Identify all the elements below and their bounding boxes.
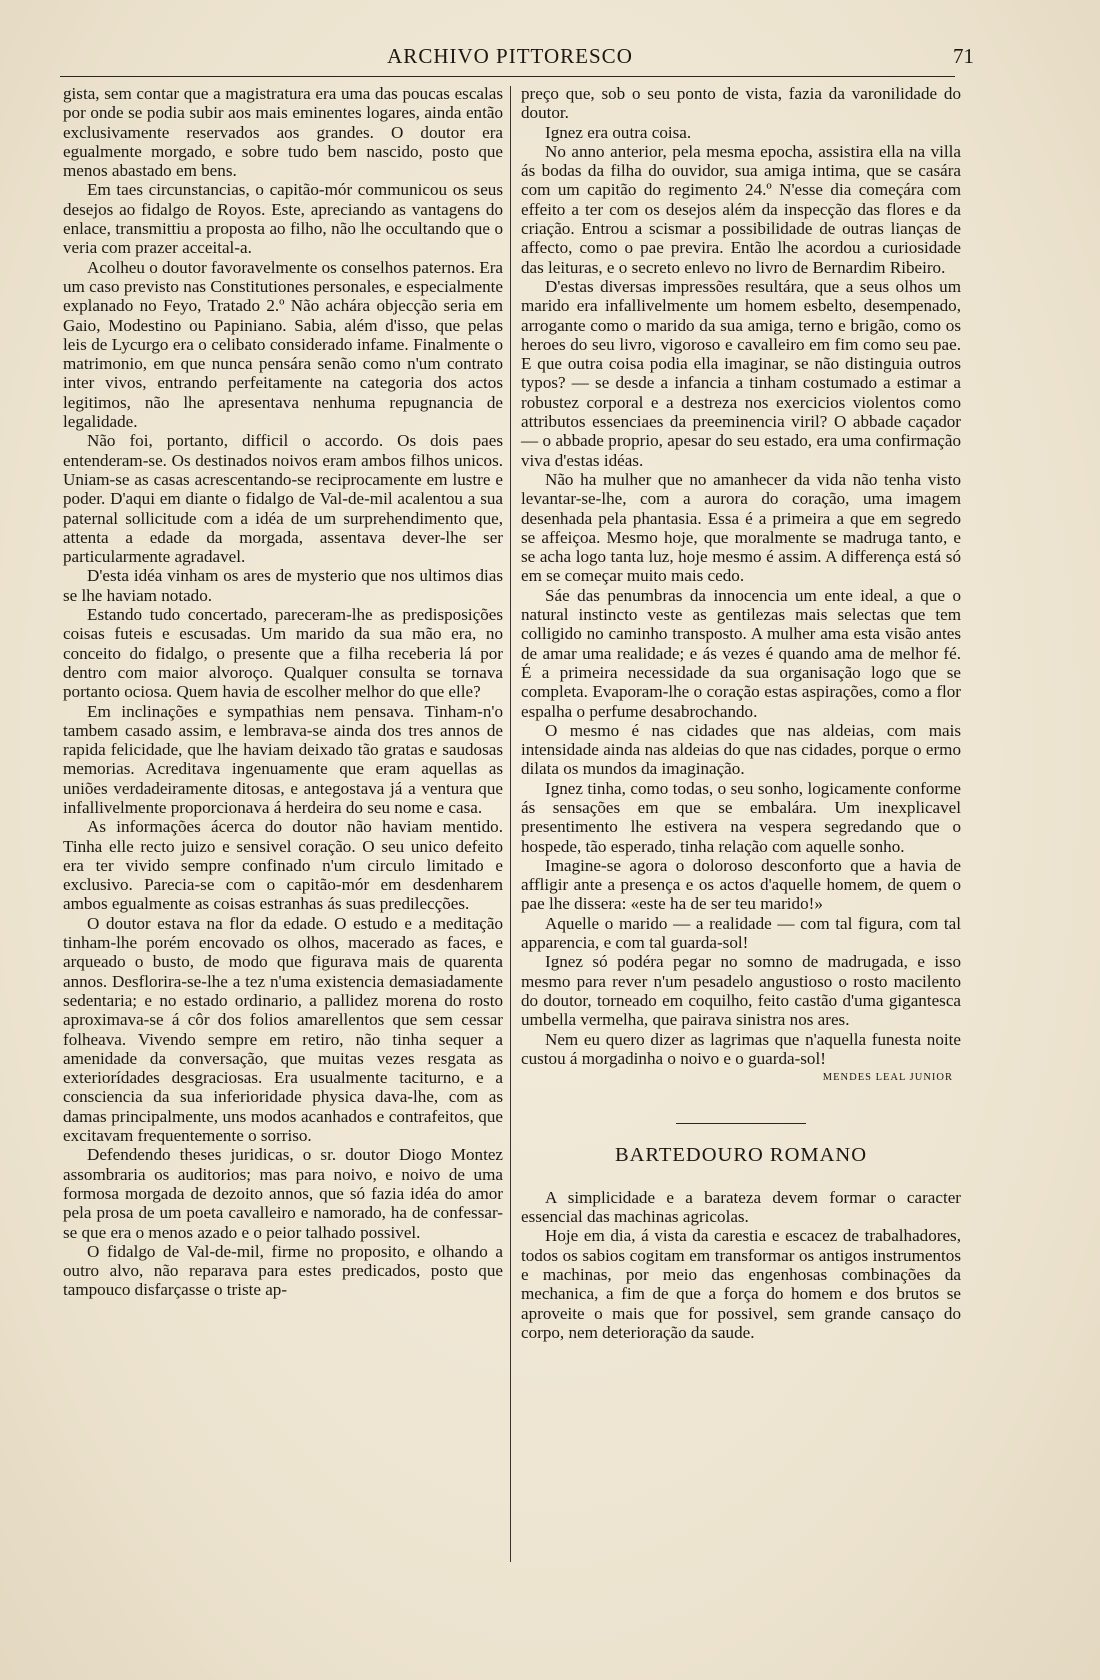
- paragraph: Acolheu o doutor favoravelmente os conselhos paternos. Era um caso previsto nas Constitutiones personales, e especialmente explanado no Feyo, Tratado 2.º Não achára objecção seria em Gaio, Modestino ou Papiniano. Sabia, além d'isso, que pelas leis de Lycurgo era o celibato considerado infame. Finalmente o matrimonio, em que nunca pensára senão como n'um contrato inter vivos, entrando perfeitamente na categoria dos actos legitimos, não lhe apresentava nenhuma repugnancia de legalidade.: [63, 257, 503, 432]
- paragraph: Nem eu quero dizer as lagrimas que n'aquella funesta noite custou á morgadinha o noivo e o guarda-sol!: [521, 1029, 961, 1068]
- section-body: [521, 1188, 961, 1342]
- column-divider: [510, 86, 511, 1562]
- running-title: ARCHIVO PITTORESCO: [387, 44, 633, 68]
- section-rule: [676, 1123, 806, 1124]
- paragraph: Em taes circunstancias, o capitão-mór communicou os seus desejos ao fidalgo de Royos. Este, apreciando as vantagens do enlace, transmittiu a proposta ao filho, não lhe occultando que o veria com prazer acceital-a.: [63, 180, 503, 258]
- paragraph: O fidalgo de Val-de-mil, firme no proposito, e olhando a outro alvo, não reparava para estes predicados, posto que tampouco disfarçasse o triste ap-: [63, 1241, 503, 1300]
- paragraph: Não ha mulher que no amanhecer da vida não tenha visto levantar-se-lhe, com a aurora do coração, uma imagem desenhada pela phantasia. Essa é a primeira a que em segredo se affeiçoa. Mesmo hoje, que moralmente se madruga tanto, e se acha logo tanta luz, hoje mesmo é assim. A differença está só em se começar muito mais cedo.: [521, 469, 961, 586]
- paragraph: Não foi, portanto, difficil o accordo. Os dois paes entenderam-se. Os destinados noivos eram ambos filhos unicos. Uniam-se as casas acrescentando-se reciprocamente em lustre e poder. D'aqui em diante o fidalgo de Val-de-mil acalentou a sua paternal sollicitude com a idéa de um surprehendimento que, attenta a edade da morgada, assentava dever-lhe ser particularmente agradavel.: [63, 431, 503, 567]
- paragraph: Estando tudo concertado, pareceram-lhe as predisposições coisas futeis e escusadas. Um marido da sua mão era, no conceito do fidalgo, o presente que a filha receberia lá por dentro com maior alvoroço. Qualquer consulta se tornava portanto ociosa. Quem havia de escolher melhor do que elle?: [63, 605, 503, 702]
- paragraph: preço que, sob o seu ponto de vista, fazia da varonilidade do doutor.: [521, 84, 961, 123]
- paragraph: O mesmo é nas cidades que nas aldeias, com mais intensidade ainda nas aldeias do que nas cidades, porque o ermo dilata os mundos da imaginação.: [521, 720, 961, 779]
- paragraph: As informações ácerca do doutor não haviam mentido. Tinha elle recto juizo e sensivel coração. O seu unico defeito era ter vivido sempre confinado n'um circulo limitado e exclusivo. Parecia-se com o capitão-mór em desdenharem ambos egualmente as coisas estranhas ás suas predilecções.: [63, 817, 503, 914]
- paragraph: Hoje em dia, á vista da carestia e escacez de trabalhadores, todos os sabios cogitam em transformar os antigos instrumentos e machinas, por meio das engenhosas combinações da mechanica, a fim de que a força do homem e dos brutos se aproveite o mais que for possivel, sem grande cansaço do corpo, nem deterioração da saude.: [521, 1226, 961, 1342]
- paragraph: Imagine-se agora o doloroso desconforto que a havia de affligir ante a presença e os actos d'aquelle homem, de quem o pae lhe dissera: «este ha de ser teu marido!»: [521, 855, 961, 914]
- header-rule: [60, 76, 955, 77]
- paragraph: A simplicidade e a barateza devem formar o caracter essencial das machinas agricolas.: [521, 1187, 961, 1227]
- page-header: [60, 38, 974, 72]
- section-title: BARTEDOURO ROMANO: [614, 1144, 868, 1167]
- article-continuation: [521, 84, 961, 1068]
- paragraph: Em inclinações e sympathias nem pensava. Tinham-n'o tambem casado assim, e lembrava-se ainda dos tres annos de rapida felicidade, que lhe haviam deixado tão gratas e saudosas memorias. Acreditava ingenuamente que eram aquellas as uniões verdadeiramente ditosas, e antegostava já a ventura que infallivelmente proporcionava á herdeira do seu nome e casa.: [63, 701, 503, 817]
- left-column: [63, 84, 503, 1300]
- paragraph: Sáe das penumbras da innocencia um ente ideal, a que o natural instincto veste as gentilezas mais selectas que tem colligido no caminho transposto. A mulher ama esta visão antes de amar uma realidade; e ás vezes é quando ama de melhor fé. É a primeira necessidade da sua organisação logo que se completa. Evaporam-lhe o coração estas aspirações, como a flor espalha o perfume desabrochando.: [521, 585, 961, 721]
- paragraph: D'estas diversas impressões resultára, que a seus olhos um marido era infallivelmente um homem esbelto, desempenado, arrogante como o marido da sua amiga, terno e brigão, como os heroes do seu livro, vigoroso e cavalleiro em fim como seu pae. E que outra coisa podia ella imaginar, se não distinguia outros typos? — se desde a infancia a tinham costumado a estimar a robustez corporal e a destreza nos exercicios violentos como attributos essenciaes da preeminencia viril? O abbade caçador — o abbade proprio, apesar do seu estado, era uma confirmação viva d'estas idéas.: [521, 276, 961, 470]
- paragraph: No anno anterior, pela mesma epocha, assistira ella na villa ás bodas da filha do ouvidor, sua amiga intima, que se casára com um capitão do regimento 24.º N'esse dia começára com effeito a ter com os desejos além da inspecção das flores e da criação. Entrou a scismar a possibilidade de outras lianças de affecto, como o pae previra. Então lhe acordou a curiosidade das leituras, e o secreto enlevo no livro de Bernardim Ribeiro.: [521, 141, 961, 277]
- paragraph: Ignez era outra coisa.: [545, 122, 692, 142]
- paragraph: Aquelle o marido — a realidade — com tal figura, com tal apparencia, e com tal guarda-sol!: [521, 913, 961, 953]
- paragraph: Defendendo theses juridicas, o sr. doutor Diogo Montez assombraria os auditorios; mas para noivo, e noivo de uma formosa morgada de dezoito annos, que só fazia idéa do amor pela prosa de um poeta cavalleiro e namorado, ha de confessar-se que era o menos azado e o peior talhado possivel.: [63, 1145, 503, 1242]
- paragraph: gista, sem contar que a magistratura era uma das poucas escalas por onde se podia subir aos mais eminentes logares, ainda então exclusivamente reservados aos grandes. O doutor era egualmente morgado, e sobre tudo bem nascido, posto que menos abastado em bens.: [63, 84, 503, 181]
- page-number: 71: [953, 44, 974, 68]
- paragraph: D'esta idéa vinham os ares de mysterio que nos ultimos dias se lhe haviam notado.: [63, 566, 503, 605]
- right-column: [521, 84, 961, 1342]
- author-signature: MENDES LEAL JUNIOR: [822, 1072, 953, 1084]
- paragraph: Ignez tinha, como todas, o seu sonho, logicamente conforme ás sensações em que se embalára. Um inexplicavel presentimento lhe estivera na vespera segredando que o hospede, tão esperado, tinha relação com aquelle sonho.: [521, 778, 961, 856]
- paragraph: O doutor estava na flor da edade. O estudo e a meditação tinham-lhe porém encovado os olhos, macerado as faces, e arqueado o busto, de modo que figurava mais de quarenta annos. Desflorira-se-lhe a tez n'uma existencia demasiadamente sedentaria; e no estado ordinario, a pallidez morena do rosto aproximava-se á côr dos folios amarellentos que sem cessar folheava. Vivendo sempre em retiro, não tinha sequer a amenidade da conversação, que muitas vezes resgata as exteriorídades desgraciosas. Era usualmente taciturno, e a consciencia da sua inferioridade physica dava-lhe, com as damas principalmente, uns modos acanhados e contrafeitos, que excitavam frequentemente o sorriso.: [63, 913, 503, 1146]
- paragraph: Ignez só podéra pegar no somno de madrugada, e isso mesmo para rever n'um pesadelo angustioso o rosto macilento do doutor, torneado em coquilho, feito castão d'uma gigantesca umbella vermelha, que pairava sinistra nos ares.: [521, 952, 961, 1030]
- section-heading: [521, 1123, 961, 1165]
